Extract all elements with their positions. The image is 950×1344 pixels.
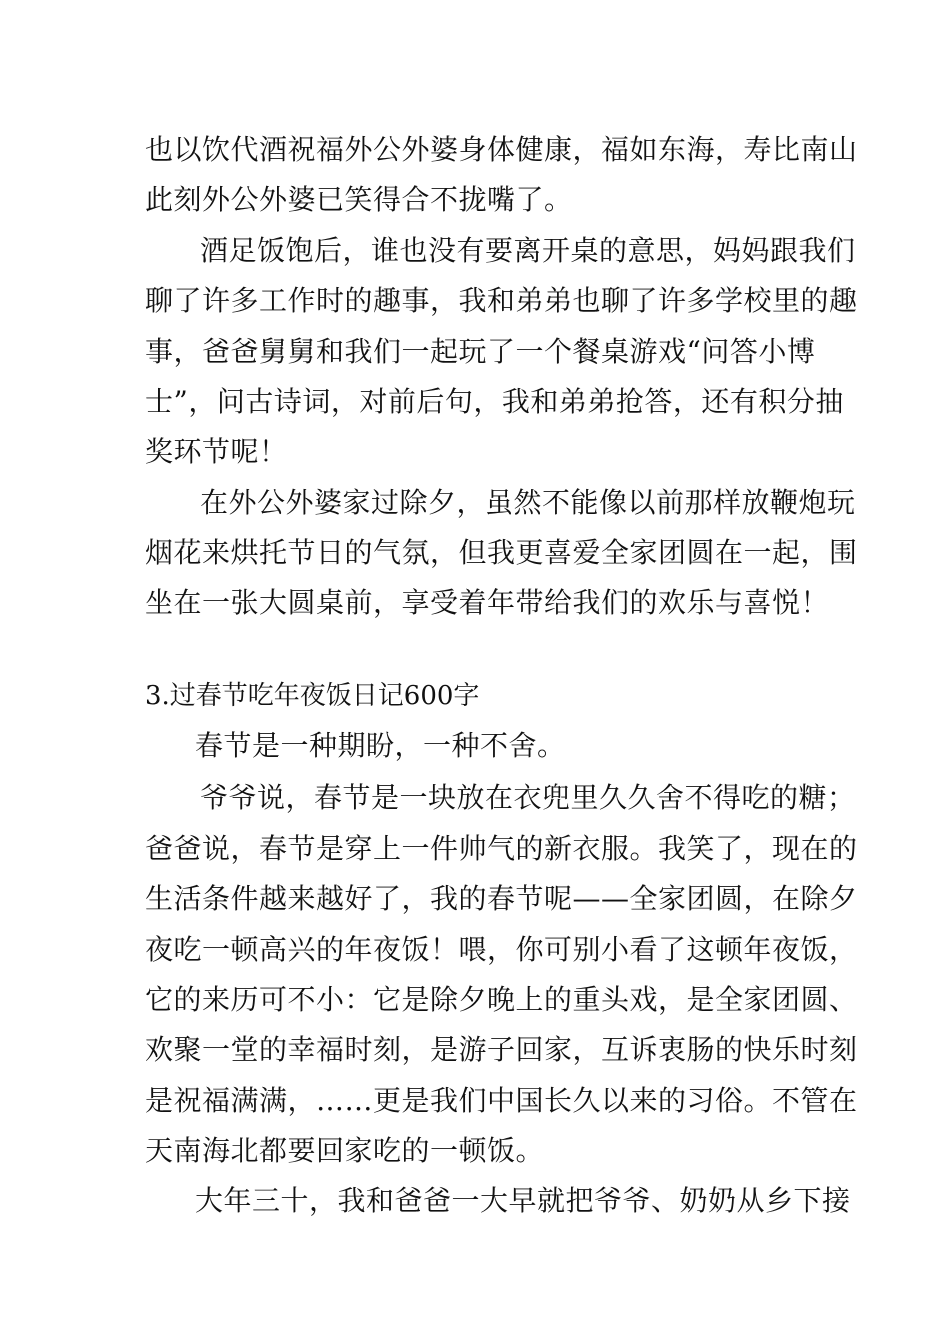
text-line: 天南海北都要回家吃的一顿饭。	[145, 1134, 545, 1167]
text-line: 烟花来烘托节日的气氛，但我更喜爱全家团圆在一起，围	[145, 536, 858, 569]
paragraph-first-line: 酒足饭饱后，谁也没有要离开桌的意思，妈妈跟我们	[200, 234, 856, 267]
text-line: 此刻外公外婆已笑得合不拢嘴了。	[145, 183, 573, 216]
text-line: 奖环节呢！	[145, 435, 288, 468]
paragraph-first-line: 在外公外婆家过除夕，虽然不能像以前那样放鞭炮玩	[200, 486, 856, 519]
text-line: 士”，问古诗词，对前后句，我和弟弟抢答，还有积分抽	[145, 385, 844, 418]
text-line: 爸爸说，春节是穿上一件帅气的新衣服。我笑了，现在的	[145, 832, 858, 865]
paragraph-first-line: 爷爷说，春节是一块放在衣兜里久久舍不得吃的糖；	[200, 781, 856, 814]
section-heading: 3.过春节吃年夜饭日记600字	[145, 681, 480, 711]
text-line: 也以饮代酒祝福外公外婆身体健康，福如东海，寿比南山	[145, 133, 858, 166]
paragraph-first-line: 春节是一种期盼，一种不舍。	[195, 729, 566, 762]
text-line: 坐在一张大圆桌前，享受着年带给我们的欢乐与喜悦！	[145, 586, 830, 619]
text-line: 生活条件越来越好了，我的春节呢——全家团圆，在除夕	[145, 882, 858, 915]
text-line: 事，爸爸舅舅和我们一起玩了一个餐桌游戏“问答小博	[145, 335, 816, 368]
text-line: 它的来历可不小：它是除夕晚上的重头戏，是全家团圆、	[145, 983, 858, 1016]
text-line: 聊了许多工作时的趣事，我和弟弟也聊了许多学校里的趣	[145, 284, 858, 317]
text-line: 欢聚一堂的幸福时刻，是游子回家，互诉衷肠的快乐时刻	[145, 1033, 858, 1066]
text-line: 夜吃一顿高兴的年夜饭！喂，你可别小看了这顿年夜饭，	[145, 933, 858, 966]
paragraph-first-line: 大年三十，我和爸爸一大早就把爷爷、奶奶从乡下接	[195, 1184, 851, 1217]
text-line: 是祝福满满，……更是我们中国长久以来的习俗。不管在	[145, 1084, 858, 1117]
